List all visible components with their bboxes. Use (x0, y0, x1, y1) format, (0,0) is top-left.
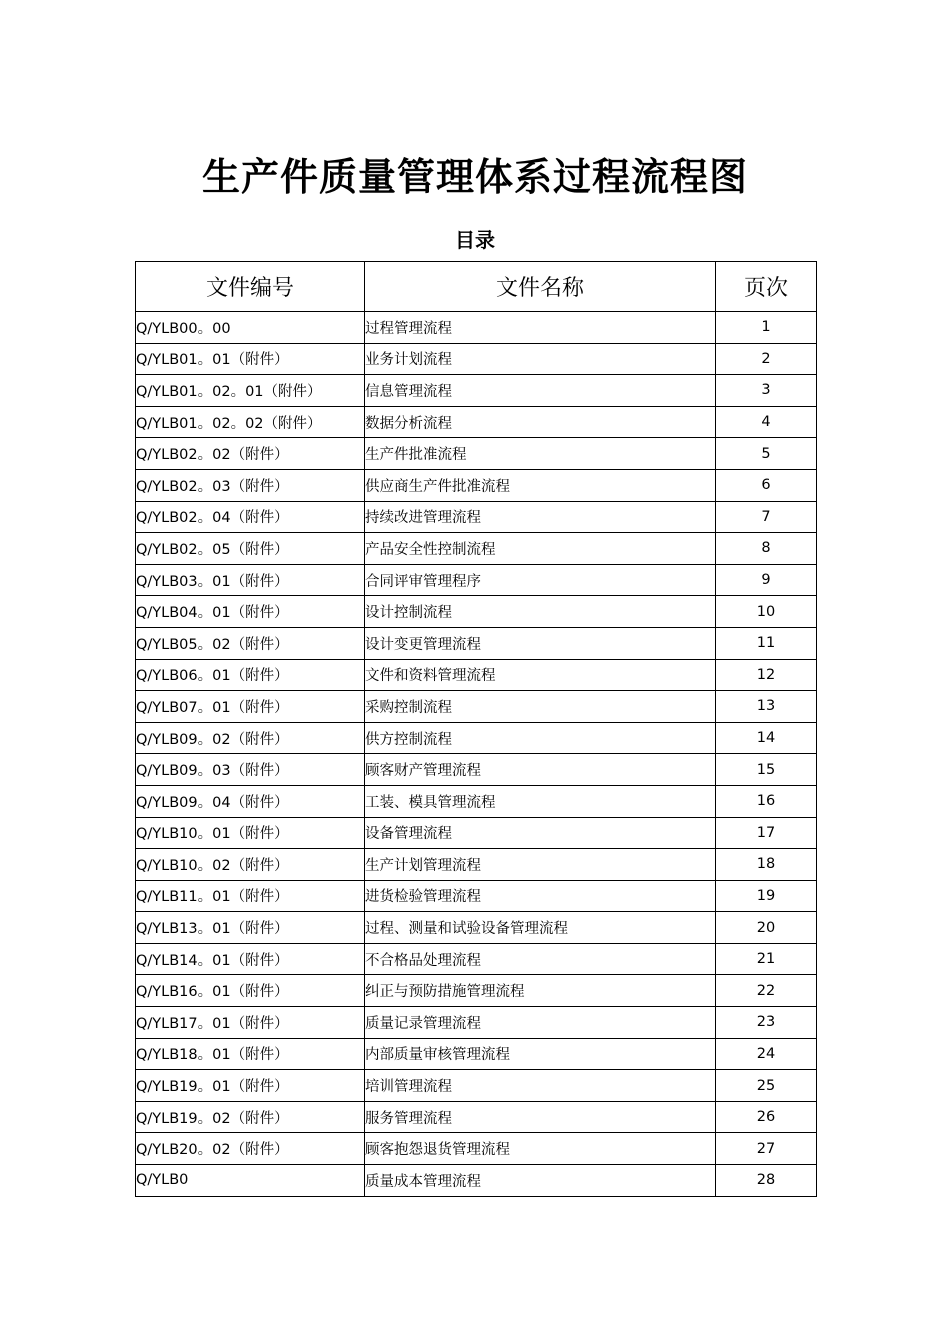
file-code-cell: Q/YLB07。01（附件） (136, 691, 365, 723)
file-name-cell: 工装、模具管理流程 (365, 785, 716, 817)
table-row (136, 691, 817, 723)
file-code-cell: Q/YLB00。00 (136, 312, 365, 344)
page-number-cell: 6 (716, 469, 817, 501)
page-number-cell: 12 (716, 659, 817, 691)
page-number-cell: 18 (716, 849, 817, 881)
page-number-cell: 16 (716, 785, 817, 817)
file-code-cell: Q/YLB01。02。02（附件） (136, 406, 365, 438)
file-code-cell: Q/YLB17。01（附件） (136, 1007, 365, 1039)
page-number-cell: 20 (716, 912, 817, 944)
page-number-cell: 13 (716, 691, 817, 723)
table-row (136, 375, 817, 407)
file-name-cell: 培训管理流程 (365, 1070, 716, 1102)
table-row (136, 469, 817, 501)
toc-heading: 目录 (455, 228, 495, 252)
file-name-cell: 设计控制流程 (365, 596, 716, 628)
file-name-cell: 生产件批准流程 (365, 438, 716, 470)
file-code-cell: Q/YLB02。03（附件） (136, 469, 365, 501)
file-code-cell: Q/YLB01。02。01（附件） (136, 375, 365, 407)
file-name-cell: 过程管理流程 (365, 312, 716, 344)
table-row (136, 1101, 817, 1133)
page-number-cell: 10 (716, 596, 817, 628)
file-code-cell: Q/YLB05。02（附件） (136, 627, 365, 659)
file-code-cell: Q/YLB11。01（附件） (136, 880, 365, 912)
table-row (136, 312, 817, 344)
file-code-cell: Q/YLB02。04（附件） (136, 501, 365, 533)
file-code-cell: Q/YLB06。01（附件） (136, 659, 365, 691)
file-name-cell: 顾客财产管理流程 (365, 754, 716, 786)
table-row (136, 343, 817, 375)
file-name-cell: 供方控制流程 (365, 722, 716, 754)
page-number-cell: 15 (716, 754, 817, 786)
page-number-cell: 14 (716, 722, 817, 754)
table-row (136, 722, 817, 754)
table-row (136, 438, 817, 470)
file-code-cell: Q/YLB09。04（附件） (136, 785, 365, 817)
page-number-cell: 22 (716, 975, 817, 1007)
file-code-cell: Q/YLB19。02（附件） (136, 1101, 365, 1133)
page-number-cell: 21 (716, 943, 817, 975)
file-code-cell: Q/YLB02。05（附件） (136, 533, 365, 565)
page-title: 生产件质量管理体系过程流程图 (201, 154, 748, 199)
file-code-cell: Q/YLB10。01（附件） (136, 817, 365, 849)
file-code-cell: Q/YLB02。02（附件） (136, 438, 365, 470)
file-name-cell: 信息管理流程 (365, 375, 716, 407)
file-code-cell: Q/YLB18。01（附件） (136, 1038, 365, 1070)
page-number-cell: 19 (716, 880, 817, 912)
file-code-cell: Q/YLB0 (136, 1165, 365, 1197)
file-name-cell: 设备管理流程 (365, 817, 716, 849)
file-name-cell: 数据分析流程 (365, 406, 716, 438)
file-code-cell: Q/YLB10。02（附件） (136, 849, 365, 881)
table-row (136, 501, 817, 533)
page-number-cell: 3 (716, 375, 817, 407)
table-row (136, 849, 817, 881)
page-number-cell: 4 (716, 406, 817, 438)
table-row (136, 533, 817, 565)
page-number-cell: 17 (716, 817, 817, 849)
table-row (136, 1165, 817, 1197)
file-name-cell: 过程、测量和试验设备管理流程 (365, 912, 716, 944)
file-name-cell: 内部质量审核管理流程 (365, 1038, 716, 1070)
header-file-name: 文件名称 (365, 262, 716, 312)
table-row (136, 1070, 817, 1102)
file-name-cell: 质量成本管理流程 (365, 1165, 716, 1197)
file-name-cell: 采购控制流程 (365, 691, 716, 723)
file-name-cell: 设计变更管理流程 (365, 627, 716, 659)
file-code-cell: Q/YLB04。01（附件） (136, 596, 365, 628)
page-number-cell: 2 (716, 343, 817, 375)
file-name-cell: 质量记录管理流程 (365, 1007, 716, 1039)
page-number-cell: 9 (716, 564, 817, 596)
file-name-cell: 业务计划流程 (365, 343, 716, 375)
file-code-cell: Q/YLB20。02（附件） (136, 1133, 365, 1165)
table-row (136, 659, 817, 691)
page-number-cell: 1 (716, 312, 817, 344)
page-number-cell: 24 (716, 1038, 817, 1070)
table-row (136, 627, 817, 659)
page-number-cell: 25 (716, 1070, 817, 1102)
file-name-cell: 纠正与预防措施管理流程 (365, 975, 716, 1007)
table-row (136, 1133, 817, 1165)
file-name-cell: 持续改进管理流程 (365, 501, 716, 533)
file-code-cell: Q/YLB14。01（附件） (136, 943, 365, 975)
table-row (136, 880, 817, 912)
file-code-cell: Q/YLB09。03（附件） (136, 754, 365, 786)
table-row (136, 406, 817, 438)
file-code-cell: Q/YLB03。01（附件） (136, 564, 365, 596)
file-code-cell: Q/YLB09。02（附件） (136, 722, 365, 754)
file-code-cell: Q/YLB16。01（附件） (136, 975, 365, 1007)
table-row (136, 817, 817, 849)
file-name-cell: 进货检验管理流程 (365, 880, 716, 912)
toc-table (135, 261, 817, 1197)
table-row (136, 912, 817, 944)
toc-header-row (136, 262, 817, 312)
table-row (136, 754, 817, 786)
page-number-cell: 7 (716, 501, 817, 533)
table-row (136, 1038, 817, 1070)
file-code-cell: Q/YLB13。01（附件） (136, 912, 365, 944)
file-name-cell: 供应商生产件批准流程 (365, 469, 716, 501)
file-name-cell: 顾客抱怨退货管理流程 (365, 1133, 716, 1165)
header-page: 页次 (716, 262, 817, 312)
table-row (136, 596, 817, 628)
file-name-cell: 产品安全性控制流程 (365, 533, 716, 565)
file-code-cell: Q/YLB19。01（附件） (136, 1070, 365, 1102)
table-row (136, 943, 817, 975)
page-number-cell: 11 (716, 627, 817, 659)
file-code-cell: Q/YLB01。01（附件） (136, 343, 365, 375)
file-name-cell: 文件和资料管理流程 (365, 659, 716, 691)
page-number-cell: 28 (716, 1165, 817, 1197)
table-row (136, 975, 817, 1007)
table-row (136, 564, 817, 596)
file-name-cell: 生产计划管理流程 (365, 849, 716, 881)
page-number-cell: 27 (716, 1133, 817, 1165)
toc-body (136, 312, 817, 1197)
page-number-cell: 8 (716, 533, 817, 565)
file-name-cell: 服务管理流程 (365, 1101, 716, 1133)
table-row (136, 1007, 817, 1039)
header-file-code: 文件编号 (136, 262, 365, 312)
page-number-cell: 5 (716, 438, 817, 470)
file-name-cell: 不合格品处理流程 (365, 943, 716, 975)
file-name-cell: 合同评审管理程序 (365, 564, 716, 596)
page-number-cell: 23 (716, 1007, 817, 1039)
page-number-cell: 26 (716, 1101, 817, 1133)
table-row (136, 785, 817, 817)
